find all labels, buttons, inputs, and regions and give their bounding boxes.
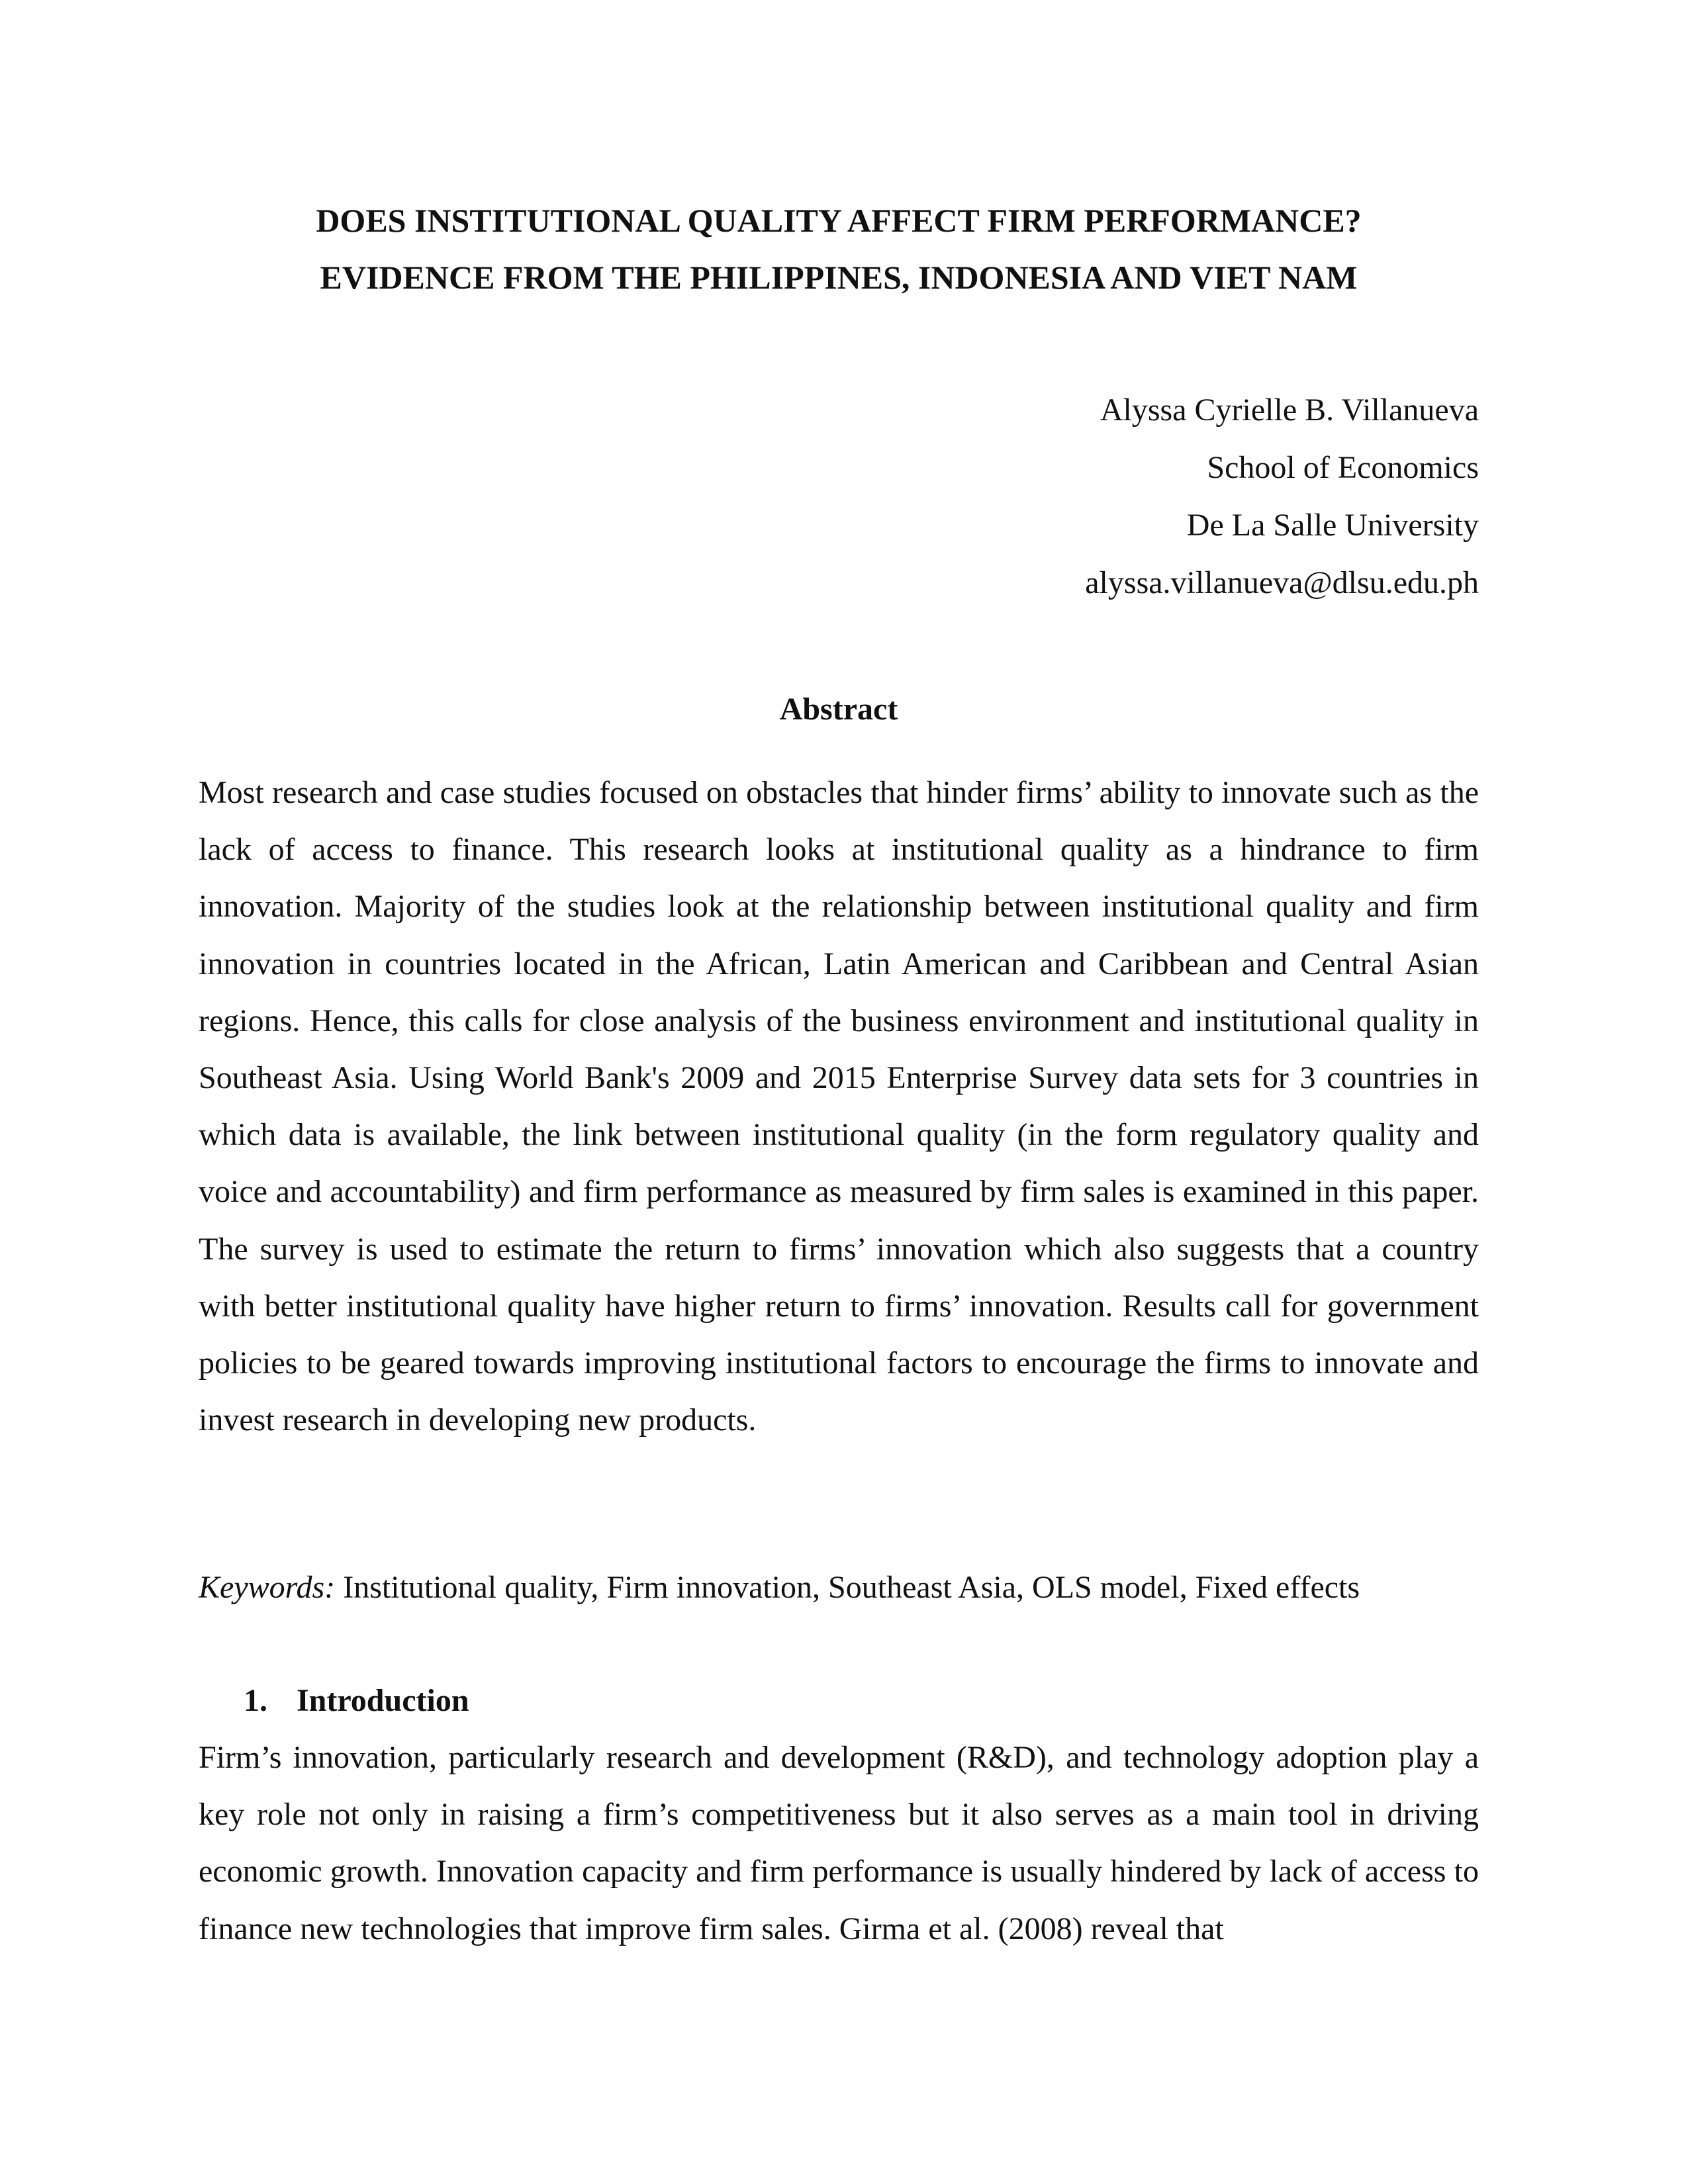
section-title: Introduction bbox=[297, 1683, 469, 1718]
author-block bbox=[1085, 381, 1479, 612]
abstract-text: Most research and case studies focused on obstacles that hinder firms’ ability to innovate such as the lack of access to finance. This research looks at institutional quality as a hindrance to firm innovation. Majority of the studies look at the relationship between institutional quality and firm innovation in countries located in the African, Latin American and Caribbean and Central Asian regions. Hence, this calls for close analysis of the business environment and institutional quality in Southeast Asia. Using World Bank's 2009 and 2015 Enterprise Survey data sets for 3 countries in which data is available, the link between institutional quality (in the form regulatory quality and voice and accountability) and firm performance as measured by firm sales is examined in this paper. The survey is used to estimate the return to firms’ innovation which also suggests that a country with better institutional quality have higher return to firms’ innovation. Results call for government policies to be geared towards improving institutional factors to encourage the firms to innovate and invest research in developing new products. bbox=[199, 775, 1479, 1438]
keywords-text: Institutional quality, Firm innovation, Southeast Asia, OLS model, Fixed effects bbox=[335, 1570, 1360, 1605]
author-email: alyssa.villanueva@dlsu.edu.ph bbox=[1085, 565, 1479, 600]
paper-title bbox=[199, 192, 1479, 306]
abstract-heading: Abstract bbox=[779, 692, 898, 727]
keywords-line bbox=[199, 1559, 1479, 1616]
section-number: 1. bbox=[244, 1683, 267, 1718]
author-institution: De La Salle University bbox=[1186, 508, 1479, 543]
introduction-text: Firm’s innovation, particularly research and development (R&D), and technology adoption play a key role not only in raising a firm’s competitiveness but it also serves as a main tool in driving economic growth. Innovation capacity and firm performance is usually hindered by lack of access to finance new technologies that improve firm sales. Girma et al. (2008) reveal that bbox=[199, 1740, 1479, 1946]
title-line-1: DOES INSTITUTIONAL QUALITY AFFECT FIRM PERFORMANCE? bbox=[316, 202, 1362, 239]
keywords-label: Keywords: bbox=[199, 1570, 336, 1605]
author-name: Alyssa Cyrielle B. Villanueva bbox=[1100, 392, 1479, 428]
title-line-2: EVIDENCE FROM THE PHILIPPINES, INDONESIA AND VIET NAM bbox=[320, 259, 1358, 296]
author-department: School of Economics bbox=[1207, 450, 1479, 485]
section-heading-introduction bbox=[244, 1672, 469, 1729]
paper-page bbox=[199, 0, 1479, 2184]
